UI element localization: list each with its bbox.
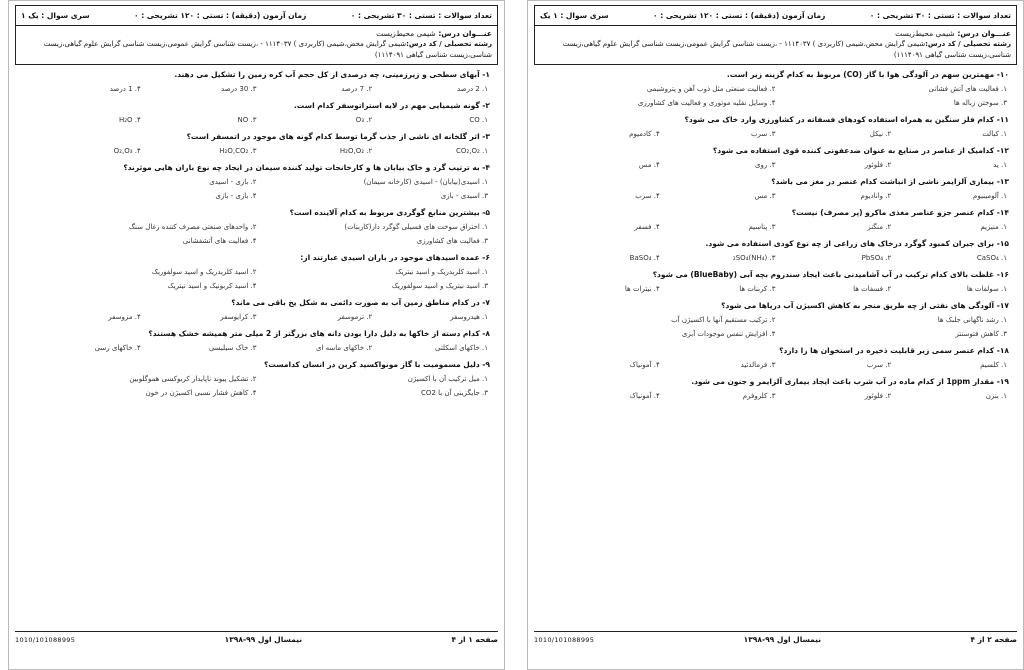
answer-option[interactable]: ۳. کرایوسفر bbox=[220, 313, 257, 321]
answer-options bbox=[534, 251, 1017, 265]
question-text: ۳- اثر گلخانه ای ناشی از جذب گرما توسط کدام گونه های موجود در اتمسفر است؟ bbox=[186, 132, 490, 141]
exam-time: زمان آزمون (دقیقه) : تستی : ۱۲۰ تشریحی : ۰ bbox=[134, 11, 307, 20]
answer-option[interactable]: ۱. کلسیم bbox=[980, 361, 1007, 369]
answer-options bbox=[534, 313, 1017, 341]
answer-option[interactable]: ۴. O₂,O₃ bbox=[113, 147, 141, 155]
field-text: شیمی گرایش محض،شیمی (کاربردی ) ۱۱۱۴۰۳۷ - ،زیست شناسی گرایش عمومی،زیست شناسی گرایش علوم گیاهی،زیست شناسی،زیست شناسی گیاهی ۱۱۱۴۰۹۱) bbox=[43, 40, 492, 59]
answer-option[interactable]: ۲. H₂O,O₂ bbox=[339, 147, 373, 155]
answer-option[interactable]: ۱. هیدروسفر bbox=[450, 313, 488, 321]
footer-term: نیمسال اول ۹۹-۱۳۹۸ bbox=[224, 635, 303, 644]
answer-option[interactable]: ۲. بازی - اسیدی bbox=[209, 178, 257, 186]
course-title-label: عنـــوان درس: bbox=[438, 29, 492, 38]
answer-option[interactable]: ۴. فسفر bbox=[634, 223, 660, 231]
footer-code: 1010/101088995 bbox=[534, 635, 595, 644]
answer-option[interactable]: ۲. سرب bbox=[866, 361, 892, 369]
answer-options bbox=[15, 113, 498, 127]
question bbox=[534, 372, 1017, 403]
answer-option[interactable]: ۳. روی bbox=[755, 161, 776, 169]
answer-option[interactable]: ۴. وسایل نقلیه موتوری و فعالیت های کشاورزی bbox=[637, 99, 776, 107]
footer-page: صفحه ۱ از ۴ bbox=[451, 635, 498, 644]
answer-option[interactable]: ۲. ترموسفر bbox=[337, 313, 373, 321]
question bbox=[534, 172, 1017, 203]
field-label: رشته تحصیلی / کد درس: bbox=[925, 40, 1011, 48]
course-title: شیمی محیط‌زیست bbox=[895, 29, 955, 38]
answer-option[interactable]: ۴. اسید کربونیک و اسید نیتریک bbox=[167, 282, 257, 290]
page-gap bbox=[505, 0, 527, 670]
answer-option[interactable]: ۲. PbSO₄ bbox=[861, 254, 892, 262]
question bbox=[15, 324, 498, 355]
answer-option[interactable]: ۲. خاکهای ماسه ای bbox=[316, 344, 373, 352]
question-text: ۱۱- کدام فلز سنگین به همراه استفاده کودهای فسفاته در کشاورزی وارد خاک می شود؟ bbox=[684, 115, 1009, 124]
answer-options bbox=[534, 389, 1017, 403]
exam-page-2 bbox=[527, 0, 1024, 670]
answer-option[interactable]: ۱. فعالیت های آتش فشانی bbox=[928, 85, 1007, 93]
answer-option[interactable]: ۳. کلروفرم bbox=[742, 392, 776, 400]
answer-option[interactable]: ۱. کبالت bbox=[982, 130, 1007, 138]
answer-option[interactable]: ۳. کربنات ها bbox=[739, 285, 776, 293]
answer-option[interactable]: ۲. ترکیب مستقیم آنها با اکسیژن آب bbox=[671, 316, 776, 324]
course-title: شیمی محیط‌زیست bbox=[376, 29, 436, 38]
exam-time: زمان آزمون (دقیقه) : تستی : ۱۲۰ تشریحی : ۰ bbox=[653, 11, 826, 20]
answer-option[interactable]: ۴. فعالیت های آتشفشانی bbox=[182, 237, 257, 245]
question-text: ۶- عمده اسیدهای موجود در باران اسیدی عبارتند از: bbox=[300, 253, 490, 262]
answer-option[interactable]: ۳. (NH₄)₂SO₄ bbox=[732, 254, 776, 262]
answer-option[interactable]: ۳. خاک سیلیسی bbox=[208, 344, 257, 352]
question-text: ۱۰- مهمترین سهم در آلودگی هوا با گاز (CO) مربوط به کدام گزینه زیر است. bbox=[726, 70, 1009, 79]
answer-option[interactable]: ۴. 1 درصد bbox=[109, 85, 141, 93]
question-text: ۵- بیشترین منابع گوگردی مربوط به کدام آلاینده است؟ bbox=[289, 208, 490, 217]
question-text: ۱- آبهای سطحی و زیرزمینی، چه درصدی از کل حجم آب کره زمین را تشکیل می دهند. bbox=[174, 70, 490, 79]
answer-option[interactable]: ۱. اسید کلریدریک و اسید نیتریک bbox=[395, 268, 488, 276]
question-text: ۱۴- کدام عنصر جزو عناصر مغذی ماکرو (پر مصرف) نیست؟ bbox=[791, 208, 1009, 217]
series-label: سری سوال : یک ۱ bbox=[21, 11, 90, 20]
question-text: ۱۵- برای جبران کمبود گوگرد درخاک های زراعی از چه نوع کودی استفاده می شود. bbox=[705, 239, 1009, 248]
answer-option[interactable]: ۳. اسید نیتریک و اسید سولفوریک bbox=[391, 282, 488, 290]
answer-option[interactable]: ۱. خاکهای اسکلتی bbox=[434, 344, 488, 352]
question bbox=[15, 355, 498, 400]
question-text: ۲- گونه شیمیایی مهم در لایه استراتوسفر کدام است. bbox=[293, 101, 490, 110]
answer-option[interactable]: ۳. H₂O,CO₂ bbox=[219, 147, 257, 155]
answer-option[interactable]: ۲. فلوئور bbox=[864, 392, 892, 400]
answer-option[interactable]: ۴. مس bbox=[638, 161, 660, 169]
course-title-label: عنـــوان درس: bbox=[957, 29, 1011, 38]
answer-options bbox=[15, 82, 498, 96]
question-text: ۱۹- مقدار 1ppm از کدام ماده در آب شرب باعث ایجاد بیماری آلزایمر و جنون می شود. bbox=[691, 377, 1009, 386]
answer-options bbox=[534, 282, 1017, 296]
answer-options bbox=[15, 144, 498, 158]
footer-page: صفحه ۲ از ۴ bbox=[970, 635, 1017, 644]
exam-header bbox=[534, 5, 1017, 65]
answer-option[interactable]: ۲. فعالیت صنعتی مثل ذوب آهن و پتروشیمی bbox=[646, 85, 776, 93]
question bbox=[15, 127, 498, 158]
question-count: تعداد سوالات : تستی : ۳۰ تشریحی : ۰ bbox=[869, 11, 1011, 20]
question-list bbox=[534, 65, 1017, 403]
answer-option[interactable]: ۲. وانادیوم bbox=[860, 192, 892, 200]
field-text: شیمی گرایش محض،شیمی (کاربردی ) ۱۱۱۴۰۳۷ - ،زیست شناسی گرایش عمومی،زیست شناسی گرایش علوم گیاهی،زیست شناسی،زیست شناسی گیاهی ۱۱۱۴۰۹۱) bbox=[562, 40, 1011, 59]
answer-option[interactable]: ۴. افزایش تنفس موجودات آبزی bbox=[681, 330, 776, 338]
answer-option[interactable]: ۱. منیزیم bbox=[980, 223, 1007, 231]
answer-option[interactable]: ۲. O₃ bbox=[355, 116, 373, 124]
answer-option[interactable]: ۱. آلومینیوم bbox=[973, 192, 1007, 200]
answer-options bbox=[15, 310, 498, 324]
answer-option[interactable]: ۲. منگنز bbox=[867, 223, 892, 231]
question bbox=[534, 110, 1017, 141]
answer-option[interactable]: ۴. آمونیاک bbox=[629, 392, 660, 400]
question bbox=[15, 203, 498, 248]
answer-option[interactable]: ۲. واحدهای صنعتی مصرف کننده زغال سنگ bbox=[128, 223, 257, 231]
page-footer bbox=[15, 631, 498, 647]
answer-option[interactable]: ۳. کاهش فتوسنتز bbox=[955, 330, 1007, 338]
answer-option[interactable]: ۴. بازی - بازی bbox=[215, 192, 257, 200]
field-label: رشته تحصیلی / کد درس: bbox=[406, 40, 492, 48]
answer-option[interactable]: ۴. آمونیاک bbox=[629, 361, 660, 369]
answer-option[interactable]: ۱. ید bbox=[993, 161, 1007, 169]
answer-option[interactable]: ۴. نیترات ها bbox=[624, 285, 660, 293]
answer-options bbox=[534, 158, 1017, 172]
answer-options bbox=[15, 220, 498, 248]
question bbox=[15, 248, 498, 293]
answer-option[interactable]: ۱. 2 درصد bbox=[456, 85, 488, 93]
answer-option[interactable]: ۲. اسید کلریدریک و اسید سولفوریک bbox=[151, 268, 257, 276]
answer-options bbox=[534, 220, 1017, 234]
answer-option[interactable]: ۱. احتراق سوخت های فسیلی گوگرد دار(کاربنات) bbox=[344, 223, 488, 231]
footer-code: 1010/101088995 bbox=[15, 635, 76, 644]
answer-options bbox=[534, 127, 1017, 141]
question-text: ۱۶- غلظت بالای کدام ترکیب در آب آشامیدنی باعث ایجاد سندروم بچه آبی (BlueBaby) می شود؟ bbox=[652, 270, 1009, 279]
question bbox=[534, 65, 1017, 110]
answer-option[interactable]: ۱. میل ترکیب آن با اکسیژن bbox=[407, 375, 488, 383]
answer-option[interactable]: ۴. مزوسفر bbox=[108, 313, 141, 321]
page-footer bbox=[534, 631, 1017, 647]
answer-option[interactable]: ۳. سرب bbox=[750, 130, 776, 138]
question bbox=[15, 96, 498, 127]
answer-option[interactable]: ۳. فعالیت های کشاورزی bbox=[416, 237, 488, 245]
question bbox=[15, 293, 498, 324]
answer-option[interactable]: ۴. خاکهای رسی bbox=[94, 344, 141, 352]
question-text: ۸- کدام دسته از خاکها به دلیل دارا بودن دانه های بزرگتر از 2 میلی متر همیشه خشک هستند؟ bbox=[148, 329, 490, 338]
answer-option[interactable]: ۲. فسفات ها bbox=[853, 285, 892, 293]
exam-header bbox=[15, 5, 498, 65]
answer-option[interactable]: ۱. رشد ناگهانی جلبک ها bbox=[937, 316, 1007, 324]
answer-options bbox=[15, 175, 498, 203]
question-text: ۱۷- آلودگی های نفتی از چه طریق منجر به کاهش اکسیژن آب دریاها می شود؟ bbox=[721, 301, 1009, 310]
question bbox=[534, 265, 1017, 296]
answer-option[interactable]: ۱. سولفات ها bbox=[966, 285, 1007, 293]
question bbox=[534, 203, 1017, 234]
answer-options bbox=[15, 341, 498, 355]
answer-option[interactable]: ۲. 7 درصد bbox=[341, 85, 373, 93]
question bbox=[15, 158, 498, 203]
answer-options bbox=[534, 189, 1017, 203]
answer-option[interactable]: ۴. H₂O bbox=[118, 116, 141, 124]
question-text: ۱۲- کدامیک از عناصر در صنایع به عنوان ضدعفونی کننده قوی استفاده می شود؟ bbox=[712, 146, 1009, 155]
answer-options bbox=[15, 265, 498, 293]
question-text: ۹- دلیل مسمومیت با گاز مونواکسید کربن در انسان کدامست؟ bbox=[263, 360, 490, 369]
question-text: ۱۳- بیماری آلزایمر ناشی از انباشت کدام عنصر در مغز می باشد؟ bbox=[771, 177, 1009, 186]
answer-option[interactable]: ۱. CO₂,O₂ bbox=[456, 147, 488, 155]
question bbox=[15, 65, 498, 96]
answer-option[interactable]: ۳. مس bbox=[754, 192, 776, 200]
question bbox=[534, 341, 1017, 372]
answer-option[interactable]: ۳. جایگزینی آن با CO2 bbox=[421, 389, 488, 397]
footer-term: نیمسال اول ۹۹-۱۳۹۸ bbox=[743, 635, 822, 644]
question bbox=[534, 141, 1017, 172]
answer-options bbox=[534, 358, 1017, 372]
answer-option[interactable]: ۳. پتاسیم bbox=[748, 223, 776, 231]
answer-option[interactable]: ۳. NO bbox=[237, 116, 257, 124]
answer-option[interactable]: ۳. 30 درصد bbox=[221, 85, 257, 93]
question-list bbox=[15, 65, 498, 400]
answer-option[interactable]: ۱. اسیدی(بیابان) - اسیدی (کارخانه سیمان) bbox=[363, 178, 488, 186]
answer-options bbox=[15, 372, 498, 400]
series-label: سری سوال : ۱ یک bbox=[540, 11, 609, 20]
answer-option[interactable]: ۱. CO bbox=[469, 116, 488, 124]
answer-option[interactable]: ۳. اسیدی - بازی bbox=[440, 192, 488, 200]
answer-option[interactable]: ۱. CaSO₄ bbox=[976, 254, 1007, 262]
answer-option[interactable]: ۲. تشکیل پیوند ناپایدار کربوکسی هموگلوبین bbox=[129, 375, 257, 383]
answer-options bbox=[534, 82, 1017, 110]
answer-option[interactable]: ۲. فلوئور bbox=[864, 161, 892, 169]
answer-option[interactable]: ۳. فرمالدئید bbox=[740, 361, 776, 369]
question-text: ۷- در کدام مناطق زمین آب به صورت دائمی به شکل یخ باقی می ماند؟ bbox=[231, 298, 490, 307]
answer-option[interactable]: ۴. کادمیوم bbox=[629, 130, 660, 138]
question-text: ۴- به ترتیب گرد و خاک بیابان ها و کارخانجات تولید کننده سیمان در ایجاد چه نوع باران هایی موثرند؟ bbox=[123, 163, 490, 172]
question bbox=[534, 234, 1017, 265]
answer-option[interactable]: ۴. کاهش فشار نسبی اکسیژن در خون bbox=[145, 389, 257, 397]
question bbox=[534, 296, 1017, 341]
answer-option[interactable]: ۴. سرب bbox=[635, 192, 660, 200]
answer-option[interactable]: ۳. سوختن زباله ها bbox=[953, 99, 1007, 107]
question-count: تعداد سوالات : تستی : ۳۰ تشریحی : ۰ bbox=[350, 11, 492, 20]
question-text: ۱۸- کدام عنصر سمی زیر قابلیت ذخیره در استخوان ها را دارد؟ bbox=[779, 346, 1009, 355]
answer-option[interactable]: ۲. نیکل bbox=[869, 130, 892, 138]
answer-option[interactable]: ۴. BaSO₄ bbox=[629, 254, 660, 262]
answer-option[interactable]: ۱. بنزن bbox=[985, 392, 1007, 400]
exam-page-1 bbox=[8, 0, 505, 670]
